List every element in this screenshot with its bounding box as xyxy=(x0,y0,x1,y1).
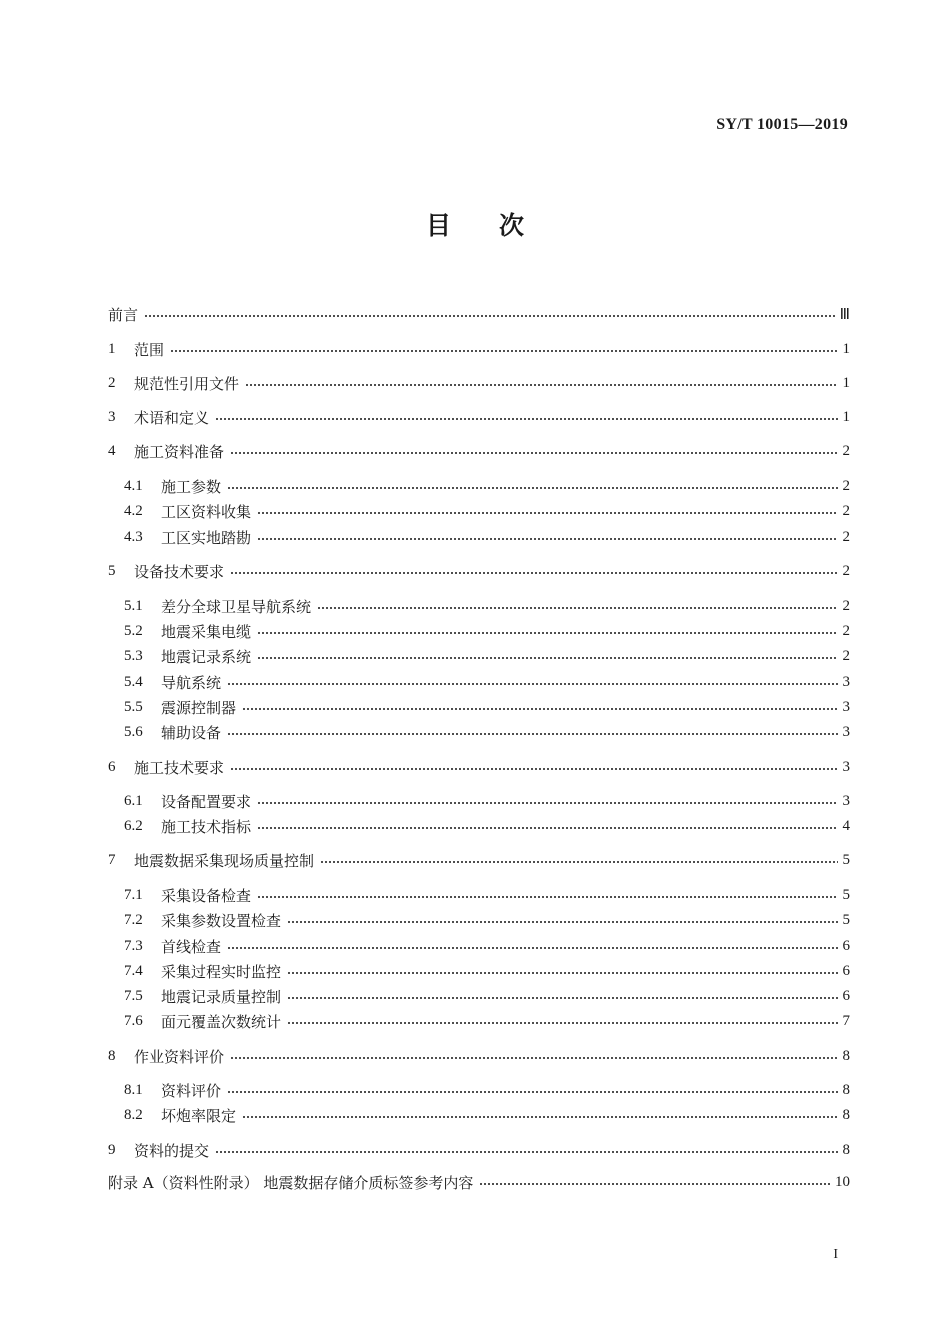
toc-entry-page: 6 xyxy=(842,987,850,1004)
toc-entry[interactable] xyxy=(108,474,850,498)
toc-entry-page: 2 xyxy=(842,502,850,519)
toc-leader-dots xyxy=(230,451,838,455)
toc-entry[interactable] xyxy=(108,848,850,872)
toc-entry-page: 10 xyxy=(835,1173,850,1190)
toc-entry[interactable] xyxy=(108,337,850,361)
toc-entry-number: 4 xyxy=(108,442,116,459)
toc-entry[interactable] xyxy=(108,1170,850,1194)
toc-entry-label: 地震采集电缆 xyxy=(161,622,252,641)
toc-entry-number: 5.6 xyxy=(124,723,143,740)
toc-entry[interactable] xyxy=(108,559,850,583)
toc-entry[interactable] xyxy=(108,720,850,744)
toc-entry-number: 7.5 xyxy=(124,987,143,1004)
toc-entry-label: 导航系统 xyxy=(161,673,222,692)
toc-leader-dots xyxy=(215,1150,838,1154)
toc-entry[interactable] xyxy=(108,1009,850,1033)
toc-entry-page: 6 xyxy=(842,937,850,954)
toc-entry[interactable] xyxy=(108,934,850,958)
toc-entry-page: 8 xyxy=(842,1141,850,1158)
toc-entry-page: 7 xyxy=(842,1012,850,1029)
toc-entry-number: 7.1 xyxy=(124,886,143,903)
toc-entry[interactable] xyxy=(108,499,850,523)
toc-entry-number: 1 xyxy=(108,340,116,357)
toc-entry-label: 资料的提交 xyxy=(134,1141,210,1160)
toc-entry-page: 3 xyxy=(842,673,850,690)
toc-entry-number: 3 xyxy=(108,408,116,425)
toc-leader-dots xyxy=(245,383,838,387)
toc-entry-page: 6 xyxy=(842,962,850,979)
toc-entry[interactable] xyxy=(108,525,850,549)
page-title xyxy=(0,206,950,242)
toc-entry-label: 差分全球卫星导航系统 xyxy=(161,597,312,616)
toc-leader-dots xyxy=(170,349,838,353)
toc-entry-number: 7.4 xyxy=(124,962,143,979)
toc-entry-label: 设备技术要求 xyxy=(134,562,225,581)
toc-entry-label: 资料评价 xyxy=(161,1081,222,1100)
toc-leader-dots xyxy=(227,1090,838,1094)
toc-entry[interactable] xyxy=(108,302,850,326)
toc-entry[interactable] xyxy=(108,959,850,983)
toc-entry-label: 附录 A（资料性附录） 地震数据存储介质标签参考内容 xyxy=(108,1173,474,1192)
toc-entry-label: 地震数据采集现场质量控制 xyxy=(134,851,315,870)
toc-entry-number: 8.2 xyxy=(124,1106,143,1123)
toc-leader-dots xyxy=(257,511,838,515)
toc-entry-number: 8 xyxy=(108,1047,116,1064)
toc-entry[interactable] xyxy=(108,1103,850,1127)
toc-entry-page: 1 xyxy=(842,408,850,425)
toc-leader-dots xyxy=(227,486,838,490)
toc-entry-label: 采集设备检查 xyxy=(161,886,252,905)
toc-entry-page: 2 xyxy=(842,597,850,614)
toc-entry-number: 7.2 xyxy=(124,911,143,928)
toc-entry-label: 规范性引用文件 xyxy=(134,374,240,393)
toc-entry-page: 3 xyxy=(842,758,850,775)
toc-leader-dots xyxy=(320,860,838,864)
toc-entry-label: 施工技术指标 xyxy=(161,817,252,836)
toc-leader-dots xyxy=(287,971,838,975)
page-number: I xyxy=(833,1247,838,1262)
toc-entry-label: 地震记录系统 xyxy=(161,647,252,666)
toc-leader-dots xyxy=(144,314,836,318)
toc-entry[interactable] xyxy=(108,594,850,618)
toc-entry[interactable] xyxy=(108,755,850,779)
toc-entry-page: 2 xyxy=(842,622,850,639)
toc-entry[interactable] xyxy=(108,644,850,668)
toc-entry-page: 5 xyxy=(842,911,850,928)
toc-entry-label: 面元覆盖次数统计 xyxy=(161,1012,282,1031)
toc-leader-dots xyxy=(287,996,838,1000)
toc-entry-page: Ⅲ xyxy=(839,306,850,323)
toc-entry-label: 首线检查 xyxy=(161,937,222,956)
toc-entry-number: 8.1 xyxy=(124,1081,143,1098)
title-char-left: 目 xyxy=(425,211,451,240)
toc-entry-number: 5.4 xyxy=(124,673,143,690)
toc-entry-number: 5.3 xyxy=(124,647,143,664)
toc-entry-label: 采集参数设置检查 xyxy=(161,911,282,930)
toc-entry-number: 6.2 xyxy=(124,817,143,834)
toc-entry[interactable] xyxy=(108,789,850,813)
toc-entry-label: 前言 xyxy=(108,305,139,324)
toc-entry-page: 3 xyxy=(842,698,850,715)
toc-entry-page: 3 xyxy=(842,792,850,809)
toc-entry-label: 地震记录质量控制 xyxy=(161,987,282,1006)
toc-leader-dots xyxy=(257,656,838,660)
toc-entry[interactable] xyxy=(108,984,850,1008)
toc-entry-label: 辅助设备 xyxy=(161,723,222,742)
toc-leader-dots xyxy=(257,537,838,541)
toc-leader-dots xyxy=(287,1021,838,1025)
toc-entry-number: 7.3 xyxy=(124,937,143,954)
toc-entry-number: 5 xyxy=(108,562,116,579)
toc-entry-number: 4.2 xyxy=(124,502,143,519)
toc-entry-label: 坏炮率限定 xyxy=(161,1106,237,1125)
toc-entry-page: 2 xyxy=(842,562,850,579)
toc-entry-page: 2 xyxy=(842,442,850,459)
title-char-right: 次 xyxy=(499,211,525,240)
toc-entry-label: 施工参数 xyxy=(161,477,222,496)
toc-entry-number: 4.3 xyxy=(124,528,143,545)
toc-entry[interactable] xyxy=(108,1044,850,1068)
toc-entry-label: 震源控制器 xyxy=(161,698,237,717)
toc-entry[interactable] xyxy=(108,1138,850,1162)
toc-entry[interactable] xyxy=(108,670,850,694)
toc-entry-number: 9 xyxy=(108,1141,116,1158)
standard-code: SY/T 10015—2019 xyxy=(716,116,848,133)
toc-leader-dots xyxy=(242,707,838,711)
toc-entry-number: 6.1 xyxy=(124,792,143,809)
toc-entry-page: 1 xyxy=(842,374,850,391)
toc-entry[interactable] xyxy=(108,814,850,838)
toc-entry-number: 2 xyxy=(108,374,116,391)
toc-entry-number: 7 xyxy=(108,851,116,868)
toc-entry-page: 1 xyxy=(842,340,850,357)
toc-entry-page: 2 xyxy=(842,477,850,494)
toc-entry-label: 作业资料评价 xyxy=(134,1047,225,1066)
toc-entry-page: 8 xyxy=(842,1081,850,1098)
toc-entry[interactable] xyxy=(108,439,850,463)
toc-leader-dots xyxy=(227,946,838,950)
toc-entry-label: 工区实地踏勘 xyxy=(161,528,252,547)
toc-entry-number: 5.2 xyxy=(124,622,143,639)
toc-entry[interactable] xyxy=(108,695,850,719)
toc-leader-dots xyxy=(242,1115,838,1119)
toc-entry-label: 采集过程实时监控 xyxy=(161,962,282,981)
toc-entry-label: 术语和定义 xyxy=(134,408,210,427)
toc-entry[interactable] xyxy=(108,405,850,429)
toc-leader-dots xyxy=(257,801,838,805)
toc-entry[interactable] xyxy=(108,1078,850,1102)
toc-entry-page: 3 xyxy=(842,723,850,740)
toc-leader-dots xyxy=(257,826,838,830)
toc-entry-label: 施工技术要求 xyxy=(134,758,225,777)
toc-entry-page: 2 xyxy=(842,528,850,545)
toc-entry-page: 5 xyxy=(842,886,850,903)
toc-entry[interactable] xyxy=(108,908,850,932)
toc-entry-label: 范围 xyxy=(134,340,165,359)
toc-leader-dots xyxy=(215,417,838,421)
toc-entry-number: 6 xyxy=(108,758,116,775)
toc-entry-label: 设备配置要求 xyxy=(161,792,252,811)
toc-entry-page: 5 xyxy=(842,851,850,868)
toc-leader-dots xyxy=(227,732,838,736)
toc-leader-dots xyxy=(230,571,838,575)
toc-leader-dots xyxy=(317,606,838,610)
toc-entry-page: 8 xyxy=(842,1047,850,1064)
toc-entry-number: 5.5 xyxy=(124,698,143,715)
toc-leader-dots xyxy=(257,895,838,899)
toc-entry-label: 工区资料收集 xyxy=(161,502,252,521)
toc-entry[interactable] xyxy=(108,371,850,395)
toc-leader-dots xyxy=(479,1182,831,1186)
toc-entry[interactable] xyxy=(108,883,850,907)
toc-entry-page: 4 xyxy=(842,817,850,834)
toc-entry-page: 8 xyxy=(842,1106,850,1123)
toc-leader-dots xyxy=(227,682,838,686)
toc-leader-dots xyxy=(257,631,838,635)
toc-entry-page: 2 xyxy=(842,647,850,664)
toc-entry-number: 4.1 xyxy=(124,477,143,494)
toc-entry[interactable] xyxy=(108,619,850,643)
toc-entry-number: 7.6 xyxy=(124,1012,143,1029)
toc-leader-dots xyxy=(230,1056,838,1060)
toc-entry-number: 5.1 xyxy=(124,597,143,614)
toc-entry-label: 施工资料准备 xyxy=(134,442,225,461)
toc-leader-dots xyxy=(287,920,838,924)
toc-leader-dots xyxy=(230,767,838,771)
